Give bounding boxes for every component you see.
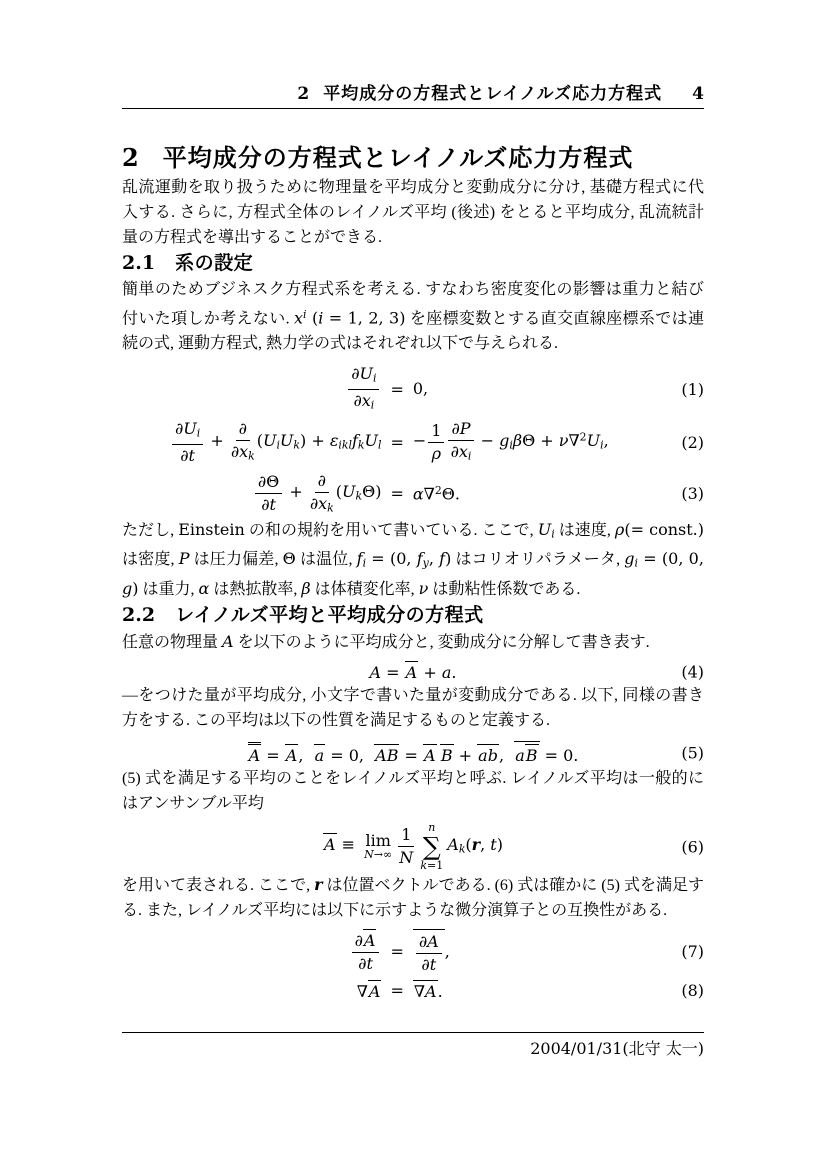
eq2-number: (2) [681,432,704,452]
eq2-rhs [413,419,609,465]
eq3-rhs: α∇$^2$Θ. [412,483,460,504]
eq8-number: (8) [681,981,704,1001]
fraction: $\frac{\partial}{\partial xk}$ [309,470,334,514]
subsection-heading-2-2 [122,602,704,629]
equation-6 [122,822,704,872]
eq1-rhs: 0, [412,379,429,399]
running-head [122,84,704,104]
paragraph-system-setup: 簡単のためブジネスク方程式系を考える. すなわち密度変化の影響は重力と結び付いた項しか考えない. $x^i$ (i = 1, 2, 3) を座標変数とする直交直線座標系では連続の式, 運動方程式, 熱力学の式はそれぞれ以下で与えられる. [122,281,704,353]
running-head-section-number: 2 [297,84,310,104]
footer-rule [122,1032,704,1033]
eq6-number: (6) [681,837,704,857]
eq2-rhs-terms: − giβΘ + ν∇$^2$Ui, [475,430,609,452]
eq2-lhs-terms: (UiUk) + εiklfkUl [256,431,382,452]
eq4-number: (4) [681,662,704,682]
subsection-title: レイノルズ平均と平均成分の方程式 [175,604,484,626]
header-rule [122,108,704,109]
paragraph-decomposition: 任意の物理量 A を以下のように平均成分と, 変動成分に分解して書き表す. [122,631,650,651]
minus-sign: − [412,431,427,451]
fraction: $\frac{\partial P}{\partial xi}$ [448,419,473,465]
eq2-equals: = [390,432,404,452]
overline-fraction [413,929,445,975]
section-number: 2 [122,143,139,172]
eq5-body [248,745,579,765]
eq7-equals: = [390,942,404,962]
plus-operator: + [284,482,308,502]
equation-group-7-8 [122,929,704,1002]
eq7-number: (7) [681,942,704,962]
equation-4 [122,661,704,683]
plus-operator: + [205,431,229,451]
paragraph-mean-definition: ―をつけた量が平均成分, 小文字で書いた量が変動成分である. 以下, 同様の書き方をする. この平均は以下の性質を満足するものと定義する. [122,686,704,729]
paragraph-notation: ただし, Einstein の和の規約を用いて書いている. ここで, Ui は速度, ρ(= const.) は密度, P は圧力偏差, Θ は温位, fi = (0, fy, f) はコリオリパラメータ, gi = (0, 0, g) は重力, α は熱拡散率, β は体積変化率, ν は動粘性係数である. [122,520,704,598]
eq8-lhs: ∇A [356,981,381,1001]
subsection-number: 2.1 [122,252,156,274]
running-head-title: 平均成分の方程式とレイノルズ応力方程式 [323,84,663,103]
eq3-equals: = [390,484,404,504]
eq8-equals: = [390,981,404,1001]
equiv-sign: ≡ [336,835,361,855]
subsection-number: 2.2 [122,603,156,626]
page-number: 4 [692,84,704,104]
eq5-number: (5) [681,743,704,763]
eq3-lhs [253,471,382,517]
comma: , [444,941,450,961]
page-header [122,84,704,109]
fraction: $\frac{\partial Ui}{\partial t}$ [172,419,203,465]
fraction: $\frac{\partial}{\partial xk}$ [230,419,255,463]
eq7-rhs [413,929,450,975]
fraction: $\frac{\partial\Theta}{\partial t}$ [255,472,282,515]
eq6-body [323,820,503,872]
section-title: 平均成分の方程式とレイノルズ応力方程式 [162,145,634,172]
subsection-title: 系の設定 [175,253,254,274]
footer-credit: 2004/01/31(北守 太一) [530,1039,704,1058]
fraction: $\frac{\partial Ui}{\partial xi}$ [348,364,379,414]
fraction: $\frac{\partial A}{\partial t}$ [416,932,442,975]
paragraph-commutativity: を用いて表される. ここで, r は位置ベクトルである. (6) 式は確かに (5) 式を満足する. また, レイノルズ平均には以下に示すような微分演算子との互換性がある. [122,874,704,919]
eq1-equals: = [390,379,404,399]
eq1-number: (1) [681,379,704,399]
summation-operator: n ∑ k=1 [420,820,444,872]
fraction: $\frac{1}{\rho}$ [428,421,444,464]
eq4-body: A = A + a. [369,662,457,682]
eq5-terms: A = A, a = 0, AB = A B + ab, [248,748,515,765]
eq8-rhs: ∇A. [413,981,443,1001]
nested-overline: aB [514,741,539,766]
eq7-lhs [350,929,382,974]
section-heading [122,142,704,175]
fraction: $\frac{1}{N}$ [399,825,414,868]
eq3-number: (3) [681,484,704,504]
eq1-lhs [346,364,381,414]
eq2-lhs [170,419,381,465]
paragraph-intro: 乱流運動を取り扱うために物理量を平均成分と変動成分に分け, 基礎方程式に代入する. さらに, 方程式全体のレイノルズ平均 (後述) をとると平均成分, 乱流統計量の方程式を導出することができる. [122,179,704,246]
subsection-heading-2-1 [122,250,704,277]
a-overline: A [324,835,336,855]
document-body [122,128,704,1002]
paragraph-reynolds-average: (5) 式を満足する平均のことをレイノルズ平均と呼ぶ. レイノルズ平均は一般的にはアンサンブル平均 [122,769,704,812]
eq3-lhs-terms: (UkΘ) [335,482,382,503]
eq5-tail: = 0. [539,745,579,765]
limit-operator: lim N→∞ [364,831,393,862]
equation-group-1-3 [122,364,704,517]
fraction: $\frac{\partial A}{\partial t}$ [352,929,380,974]
page-footer [122,1028,704,1060]
equation-5 [122,741,704,766]
eq6-argument: Ak(r, t) [447,835,503,856]
